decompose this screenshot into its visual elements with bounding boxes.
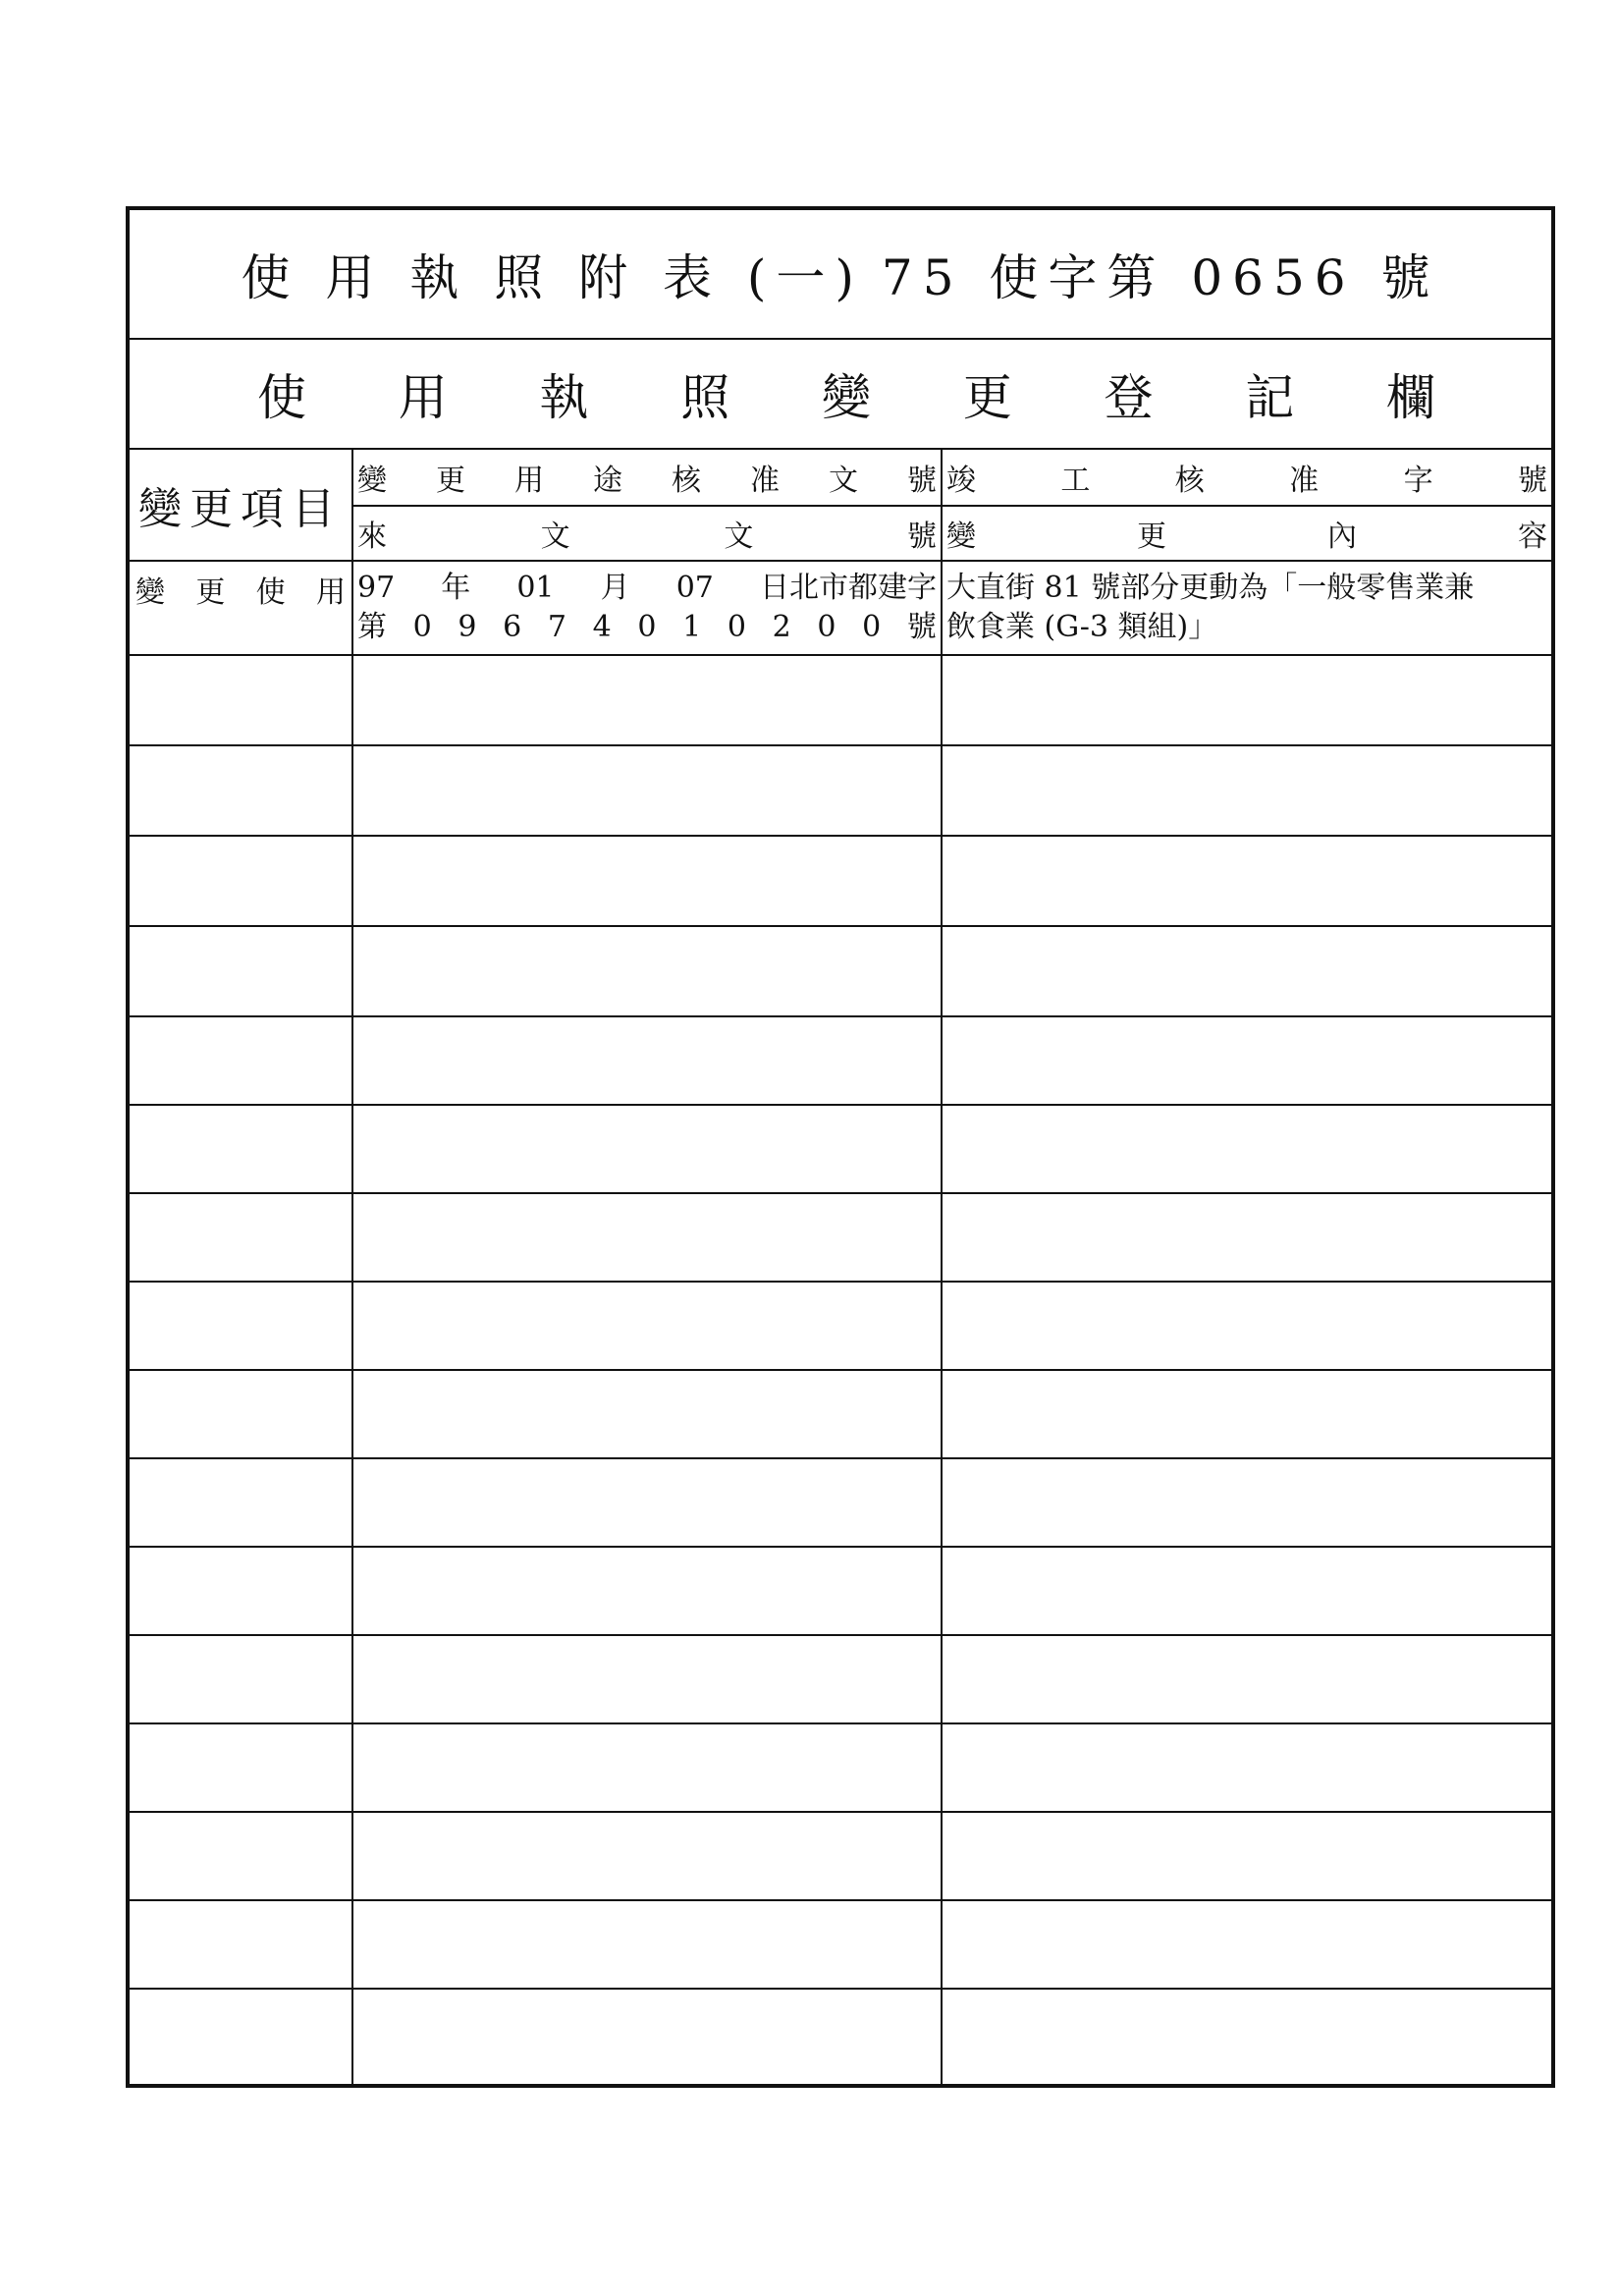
header-char: 文 (540, 519, 570, 554)
header-char: 准 (1289, 464, 1320, 498)
header-char: 變 (946, 519, 976, 554)
form-title (130, 210, 1551, 340)
row-divider (130, 1015, 1551, 1017)
header-approval-number (353, 450, 941, 505)
entry-char: 0 (862, 610, 882, 644)
header-char: 文 (724, 519, 754, 554)
entry-char: 用 (315, 575, 346, 610)
row-divider (130, 744, 1551, 746)
entry-document-number (353, 562, 941, 654)
header-char: 用 (514, 464, 544, 498)
entry-char: 使 (255, 575, 286, 610)
row-divider (130, 1192, 1551, 1194)
row-divider (130, 1634, 1551, 1636)
license-number: 75 使字第 0656 號 (881, 249, 1440, 306)
entry-content-line: 大直街 81 號部分更動為「一般零售業兼 (946, 571, 1475, 605)
header-char: 號 (1517, 464, 1547, 498)
subtitle-char: 欄 (1386, 369, 1435, 426)
header-char: 准 (750, 464, 780, 498)
row-divider (130, 1811, 1551, 1813)
header-incoming-number (353, 507, 941, 560)
entry-char: 6 (503, 610, 522, 644)
entry-char: 0 (637, 610, 657, 644)
entry-char: 日北市都建字 (759, 571, 937, 605)
row-divider (130, 1722, 1551, 1724)
row-divider (130, 654, 1551, 656)
row-divider (130, 835, 1551, 837)
header-char: 號 (907, 464, 937, 498)
form-title-main: 使 用 執 照 附 表 (一) (241, 249, 864, 306)
header-change-item (130, 450, 351, 560)
header-change-item-label: 變更項目 (138, 484, 343, 534)
header-char: 更 (436, 464, 465, 498)
header-change-content (943, 507, 1551, 560)
header-char: 容 (1518, 519, 1547, 554)
subtitle-char: 照 (680, 369, 730, 426)
column-divider (941, 450, 943, 2088)
header-char: 內 (1327, 519, 1357, 554)
subtitle-char: 執 (539, 369, 589, 426)
row-divider (130, 1104, 1551, 1106)
header-char: 核 (1174, 464, 1205, 498)
entry-char: 變 (135, 575, 165, 610)
row-divider (130, 1988, 1551, 1990)
column-divider (351, 450, 353, 2088)
header-char: 變 (357, 464, 387, 498)
usage-license-appendix-form (126, 206, 1555, 2088)
entry-change-content (943, 562, 1551, 654)
header-char: 更 (1137, 519, 1166, 554)
header-char: 來 (357, 519, 387, 554)
header-char: 字 (1403, 464, 1433, 498)
header-char: 竣 (946, 464, 976, 498)
header-char: 核 (672, 464, 701, 498)
subtitle-char: 使 (257, 369, 306, 426)
entry-char: 號 (906, 610, 937, 644)
entry-char: 07 (675, 571, 714, 605)
header-char: 號 (906, 519, 937, 554)
row-divider (130, 1369, 1551, 1371)
entry-content-line: 飲食業 (G-3 類組)」 (946, 610, 1218, 644)
entry-char: 0 (817, 610, 836, 644)
subtitle-char: 更 (962, 369, 1012, 426)
entry-char: 更 (195, 575, 226, 610)
entry-char: 1 (682, 610, 702, 644)
entry-char: 4 (592, 610, 612, 644)
change-register-table (130, 450, 1551, 2088)
entry-char: 2 (772, 610, 791, 644)
subtitle-char: 記 (1245, 369, 1295, 426)
row-divider (130, 1899, 1551, 1901)
subtitle-char: 變 (822, 369, 871, 426)
entry-change-item (130, 562, 351, 654)
header-char: 工 (1060, 464, 1091, 498)
row-divider (130, 925, 1551, 927)
entry-char: 年 (441, 571, 471, 605)
row-divider (130, 1281, 1551, 1283)
entry-char: 97 (357, 571, 396, 605)
row-divider (130, 1546, 1551, 1548)
entry-char: 9 (458, 610, 477, 644)
entry-char: 01 (516, 571, 555, 605)
header-completion-number (943, 450, 1551, 505)
entry-char: 0 (727, 610, 746, 644)
entry-char: 7 (547, 610, 566, 644)
entry-char: 0 (412, 610, 432, 644)
header-char: 文 (829, 464, 858, 498)
row-divider (130, 1457, 1551, 1459)
header-char: 途 (593, 464, 622, 498)
entry-char: 月 (600, 571, 630, 605)
entry-char: 第 (357, 610, 387, 644)
form-subtitle (130, 340, 1551, 450)
subtitle-char: 登 (1104, 369, 1154, 426)
subtitle-char: 用 (398, 369, 448, 426)
